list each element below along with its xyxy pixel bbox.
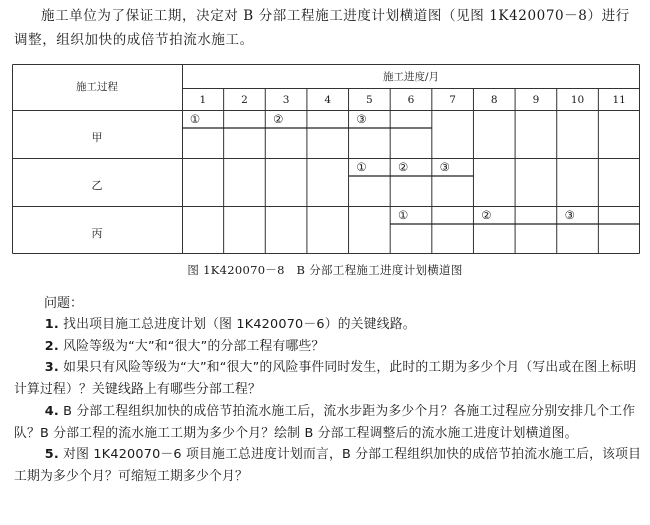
intro-paragraph: 施工单位为了保证工期，决定对 B 分部工程施工进度计划横道图（见图 1K420070－8）进行调整，组织加快的成倍节拍流水施工。 xyxy=(14,8,630,48)
process-label: 丙 xyxy=(91,227,103,240)
question-number: 4. xyxy=(44,403,59,419)
month-label: 5 xyxy=(366,94,373,106)
question-number: 1. xyxy=(44,317,59,332)
month-label: 1 xyxy=(199,94,207,106)
month-label: 11 xyxy=(612,94,626,106)
question-item xyxy=(14,444,642,487)
bar-marker: ② xyxy=(398,160,409,174)
question-text: B 分部工程组织加快的成倍节拍流水施工后，流水步距为多少个月？各施工过程应分别安排几个工作队？B 分部工程的流水施工工期为多少个月？绘制 B 分部工程调整后的流水施工进度计划横道图。 xyxy=(14,403,636,441)
month-label: 8 xyxy=(490,94,498,106)
gantt-svg xyxy=(12,64,640,254)
bar-marker: ① xyxy=(189,112,201,126)
bar-marker: ① xyxy=(356,160,367,174)
bar-marker: ② xyxy=(481,208,492,222)
row-header-label: 施工过程 xyxy=(76,81,118,93)
questions-list xyxy=(14,314,642,488)
question-item xyxy=(14,314,642,336)
question-item xyxy=(14,336,642,358)
month-label: 7 xyxy=(449,94,456,106)
figure-caption: 图 1K420070－8 B 分部工程施工进度计划横道图 xyxy=(187,263,463,277)
question-item xyxy=(14,357,642,400)
bar-marker: ① xyxy=(398,208,409,222)
gantt-table xyxy=(12,64,640,254)
bar-marker: ③ xyxy=(564,208,575,222)
month-label: 9 xyxy=(532,94,540,106)
bar-marker: ③ xyxy=(356,112,367,126)
questions-title: 问题： xyxy=(44,296,84,311)
question-text: 找出项目施工总进度计划（图 1K420070－6）的关键线路。 xyxy=(63,317,416,332)
question-number: 3. xyxy=(44,360,59,376)
question-number: 5. xyxy=(44,447,59,463)
question-text: 对图 1K420070－6 项目施工总进度计划而言，B 分部工程组织加快的成倍节拍流水施工后，该项目工期为多少个月？可缩短工期多少个月？ xyxy=(14,447,642,484)
month-label: 4 xyxy=(324,94,332,106)
question-item xyxy=(14,401,642,444)
column-header-label: 施工进度/月 xyxy=(382,71,440,83)
process-label: 甲 xyxy=(91,131,103,144)
question-text: 风险等级为“大”和“很大”的分部工程有哪些？ xyxy=(63,338,325,354)
month-label: 2 xyxy=(241,94,248,106)
question-text: 如果只有风险等级为“大”和“很大”的风险事件同时发生，此时的工期为多少个月（写出或在图上标明计算过程）？关键线路上有哪些分部工程？ xyxy=(14,360,637,398)
bar-marker: ② xyxy=(273,112,284,126)
month-label: 3 xyxy=(282,94,290,106)
month-label: 6 xyxy=(407,94,415,106)
process-label: 乙 xyxy=(91,179,103,192)
month-label: 10 xyxy=(570,94,585,106)
bar-marker: ③ xyxy=(439,160,450,174)
question-number: 2. xyxy=(44,338,59,354)
